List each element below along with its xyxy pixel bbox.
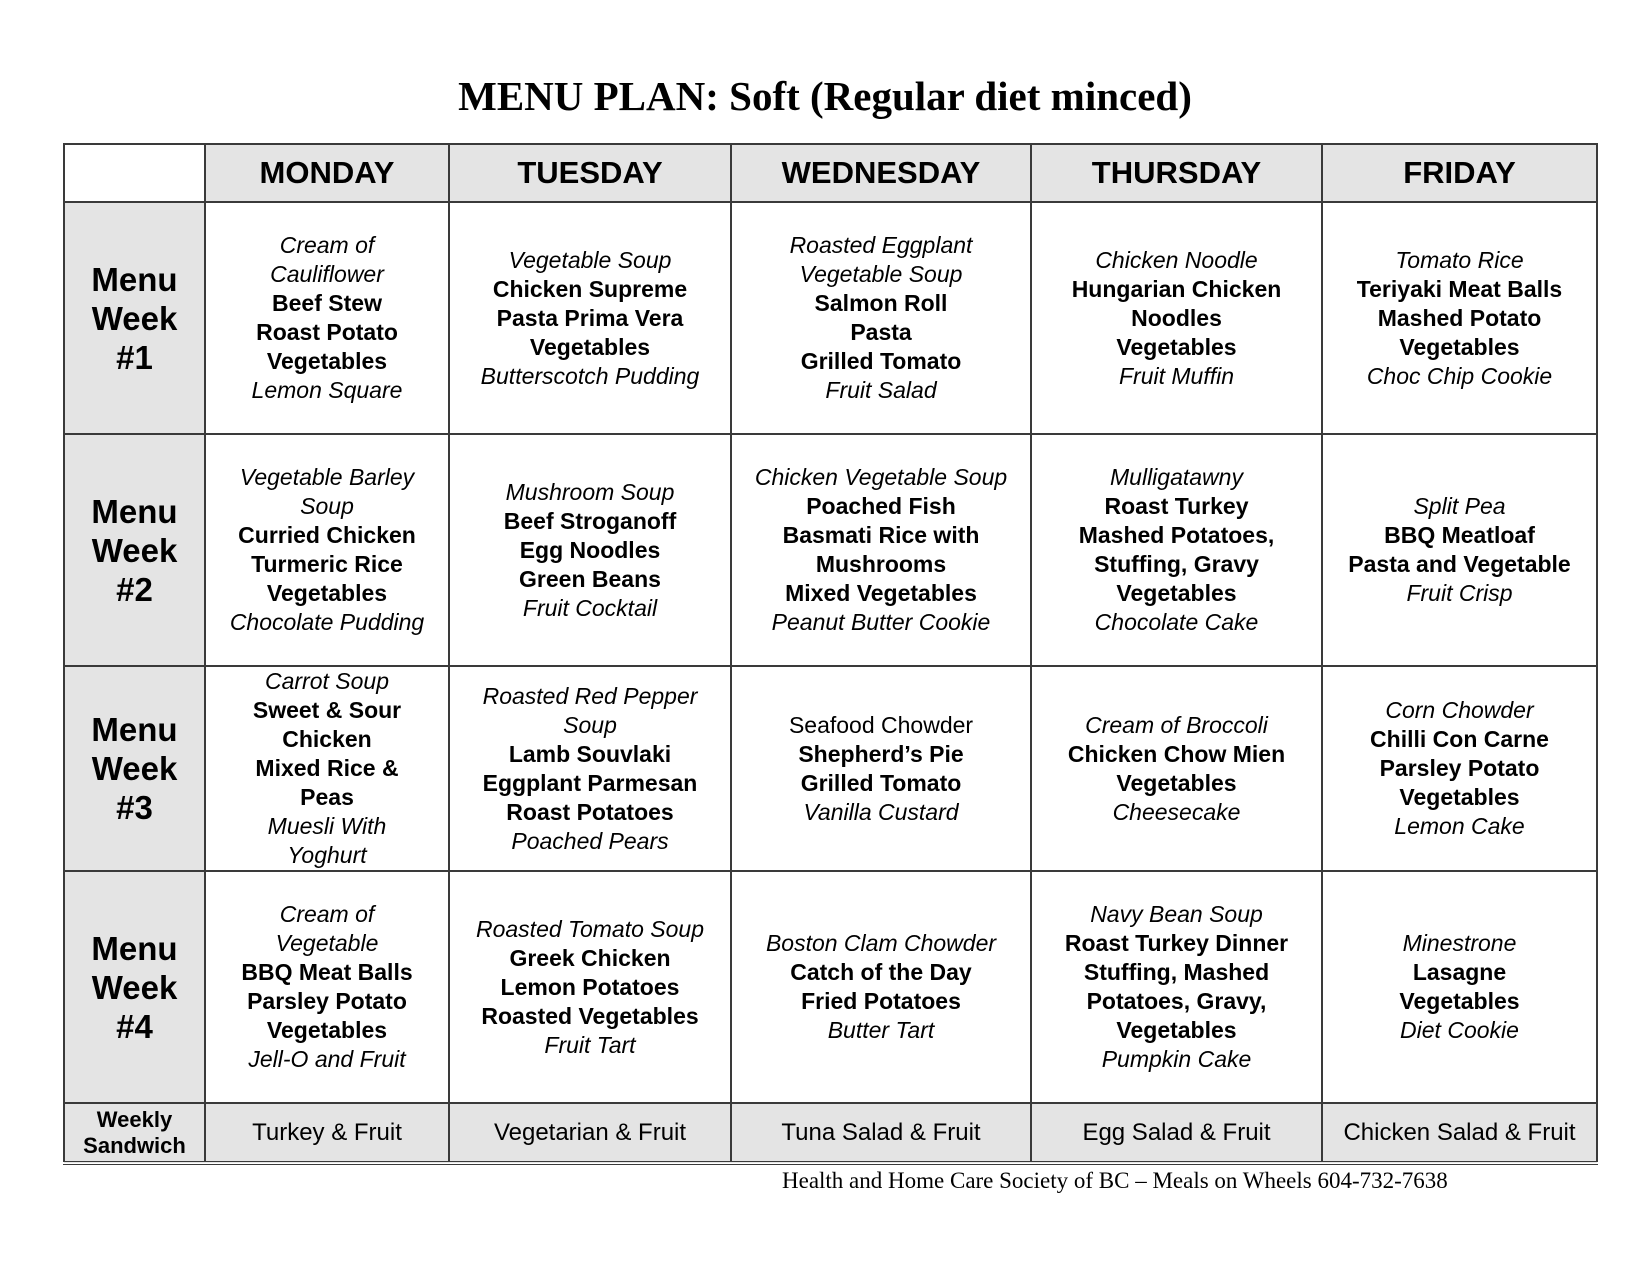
menu-table bbox=[63, 143, 1598, 1165]
menu-item: Navy Bean Soup bbox=[1090, 901, 1263, 927]
menu-item: Vegetables bbox=[1116, 333, 1237, 360]
menu-item: Fruit Crisp bbox=[1406, 580, 1513, 606]
day-header-friday: FRIDAY bbox=[1322, 144, 1597, 202]
menu-item: Vegetable bbox=[275, 930, 379, 956]
menu-cell-friday bbox=[1322, 202, 1597, 434]
week-label-line: #1 bbox=[116, 338, 153, 376]
menu-item: Boston Clam Chowder bbox=[765, 930, 997, 956]
menu-item: Roast Turkey bbox=[1104, 493, 1249, 519]
menu-item: Roast Potatoes bbox=[506, 798, 674, 825]
sandwich-thursday: Egg Salad & Fruit bbox=[1031, 1103, 1322, 1163]
menu-item: Lamb Souvlaki bbox=[508, 740, 672, 767]
menu-item: Cauliflower bbox=[270, 261, 384, 287]
menu-item: Fruit Cocktail bbox=[522, 594, 658, 621]
menu-item: Split Pea bbox=[1413, 493, 1506, 519]
menu-item: Chocolate Cake bbox=[1094, 609, 1259, 635]
menu-item: Roasted Eggplant bbox=[789, 232, 973, 258]
menu-cell-thursday bbox=[1031, 202, 1322, 434]
menu-item: Corn Chowder bbox=[1385, 697, 1534, 723]
menu-item: Seafood Chowder bbox=[788, 711, 974, 738]
menu-item: Shepherd’s Pie bbox=[798, 740, 964, 767]
menu-item: Grilled Tomato bbox=[800, 769, 962, 796]
sandwich-wednesday: Tuna Salad & Fruit bbox=[731, 1103, 1031, 1163]
week-row-3 bbox=[64, 666, 1597, 871]
menu-item: Jell-O and Fruit bbox=[248, 1046, 406, 1072]
menu-item: Vegetables bbox=[1116, 1017, 1237, 1043]
menu-item: Roasted Vegetables bbox=[481, 1002, 699, 1029]
menu-cell-tuesday bbox=[449, 434, 731, 666]
menu-item: Vegetables bbox=[529, 333, 651, 360]
menu-cell-wednesday bbox=[731, 666, 1031, 871]
menu-item: BBQ Meat Balls bbox=[241, 959, 413, 985]
menu-cell-monday bbox=[205, 666, 449, 871]
week-label-line: Week bbox=[91, 531, 178, 569]
menu-item: Choc Chip Cookie bbox=[1366, 362, 1553, 389]
menu-item: Turmeric Rice bbox=[251, 551, 403, 577]
menu-item: Salmon Roll bbox=[814, 290, 948, 316]
menu-cell-monday bbox=[205, 871, 449, 1103]
menu-item: Fruit Muffin bbox=[1118, 362, 1235, 389]
menu-item: Vegetable Barley bbox=[239, 464, 415, 490]
menu-item: Basmati Rice with bbox=[782, 522, 980, 548]
menu-item: Cream of bbox=[279, 232, 375, 258]
menu-item: Parsley Potato bbox=[247, 988, 407, 1014]
week-label bbox=[64, 666, 205, 871]
menu-cell-friday bbox=[1322, 666, 1597, 871]
menu-item: Yoghurt bbox=[287, 842, 367, 868]
week-label-line: Week bbox=[91, 299, 178, 337]
menu-item: Pasta bbox=[850, 319, 912, 345]
week-label-line: Menu bbox=[91, 929, 178, 967]
menu-item: Lemon Square bbox=[251, 377, 403, 403]
menu-item: Peas bbox=[300, 784, 354, 810]
menu-item: Vegetables bbox=[266, 580, 388, 606]
menu-item: Mushrooms bbox=[815, 551, 947, 577]
menu-item: Vegetables bbox=[1399, 784, 1520, 810]
menu-cell-thursday bbox=[1031, 871, 1322, 1103]
menu-item: Potatoes, Gravy, bbox=[1086, 988, 1267, 1014]
corner-cell bbox=[64, 144, 205, 202]
menu-item: Roast Potato bbox=[256, 319, 398, 345]
menu-cell-tuesday bbox=[449, 666, 731, 871]
week-label-line: Menu bbox=[91, 492, 178, 530]
menu-item: Green Beans bbox=[519, 565, 661, 592]
menu-item: Vegetables bbox=[1399, 333, 1520, 360]
menu-item: Catch of the Day bbox=[790, 959, 972, 985]
menu-item: Fruit Salad bbox=[825, 377, 937, 403]
week-label-line: Menu bbox=[91, 260, 178, 298]
menu-item: Lemon Potatoes bbox=[500, 973, 680, 1000]
menu-item: Lemon Cake bbox=[1394, 813, 1525, 839]
menu-item: Cheesecake bbox=[1112, 798, 1241, 825]
menu-item: Greek Chicken bbox=[509, 944, 671, 971]
menu-item: Parsley Potato bbox=[1379, 755, 1540, 781]
menu-item: Fruit Tart bbox=[544, 1031, 636, 1058]
menu-cell-monday bbox=[205, 434, 449, 666]
sandwich-monday: Turkey & Fruit bbox=[205, 1103, 449, 1163]
sandwich-label bbox=[64, 1103, 205, 1163]
menu-item: Fried Potatoes bbox=[801, 988, 961, 1014]
menu-item: Tomato Rice bbox=[1395, 246, 1524, 273]
day-header-wednesday: WEDNESDAY bbox=[731, 144, 1031, 202]
page-title: MENU PLAN: Soft (Regular diet minced) bbox=[458, 73, 1192, 119]
menu-item: Vegetables bbox=[1116, 580, 1237, 606]
menu-item: Hungarian Chicken bbox=[1071, 275, 1282, 302]
week-row-1 bbox=[64, 202, 1597, 434]
menu-item: Teriyaki Meat Balls bbox=[1356, 275, 1563, 302]
menu-item: Curried Chicken bbox=[238, 522, 416, 548]
week-label-line: Week bbox=[91, 968, 178, 1006]
menu-item: Roasted Red Pepper bbox=[482, 682, 698, 709]
week-label-line: #3 bbox=[116, 789, 153, 826]
sandwich-label-line: Weekly bbox=[96, 1106, 173, 1132]
menu-item: Cream of Broccoli bbox=[1085, 711, 1268, 738]
menu-item: Peanut Butter Cookie bbox=[771, 609, 991, 635]
menu-cell-thursday bbox=[1031, 666, 1322, 871]
week-label bbox=[64, 202, 205, 434]
menu-cell-friday bbox=[1322, 434, 1597, 666]
sandwich-tuesday: Vegetarian & Fruit bbox=[449, 1103, 731, 1163]
menu-item: Chilli Con Carne bbox=[1370, 726, 1549, 752]
menu-item: Pasta and Vegetable bbox=[1348, 551, 1571, 577]
menu-item: Cream of bbox=[279, 901, 375, 927]
menu-item: Vegetables bbox=[266, 1017, 388, 1043]
menu-cell-wednesday bbox=[731, 434, 1031, 666]
menu-item: Vegetables bbox=[1116, 769, 1237, 796]
menu-item: Chicken bbox=[282, 726, 372, 752]
menu-item: Vegetables bbox=[1399, 988, 1520, 1014]
menu-item: Vegetable Soup bbox=[508, 246, 672, 273]
menu-cell-monday bbox=[205, 202, 449, 434]
menu-item: Mixed Vegetables bbox=[785, 580, 977, 606]
menu-item: Vegetables bbox=[266, 348, 388, 374]
menu-item: Stuffing, Mashed bbox=[1083, 959, 1270, 985]
day-header-thursday: THURSDAY bbox=[1031, 144, 1322, 202]
menu-item: Vanilla Custard bbox=[803, 798, 959, 825]
menu-item: Chocolate Pudding bbox=[229, 609, 425, 635]
sandwich-friday: Chicken Salad & Fruit bbox=[1322, 1103, 1597, 1163]
week-label-line: Menu bbox=[91, 711, 178, 748]
week-label-line: #2 bbox=[116, 570, 153, 608]
menu-cell-tuesday bbox=[449, 202, 731, 434]
footer-contact: Health and Home Care Society of BC – Meals on Wheels 604-732-7638 bbox=[782, 1168, 1448, 1193]
menu-item: Poached Pears bbox=[511, 827, 669, 854]
menu-item: Pumpkin Cake bbox=[1101, 1046, 1252, 1072]
week-row-4 bbox=[64, 871, 1597, 1103]
menu-item: Mixed Rice & bbox=[255, 755, 399, 781]
sandwich-row bbox=[64, 1103, 1597, 1163]
week-row-2 bbox=[64, 434, 1597, 666]
menu-item: Lasagne bbox=[1412, 959, 1507, 985]
menu-item: BBQ Meatloaf bbox=[1384, 522, 1535, 548]
menu-item: Mushroom Soup bbox=[505, 478, 675, 505]
menu-cell-wednesday bbox=[731, 202, 1031, 434]
menu-item: Mashed Potatoes, bbox=[1078, 522, 1275, 548]
header-row bbox=[64, 144, 1597, 202]
menu-item: Chicken Noodle bbox=[1095, 246, 1258, 273]
menu-item: Soup bbox=[563, 711, 617, 738]
menu-item: Carrot Soup bbox=[264, 668, 389, 694]
menu-cell-tuesday bbox=[449, 871, 731, 1103]
menu-item: Mashed Potato bbox=[1377, 304, 1542, 331]
menu-item: Diet Cookie bbox=[1400, 1017, 1519, 1043]
menu-item: Beef Stew bbox=[272, 290, 382, 316]
menu-item: Eggplant Parmesan bbox=[482, 769, 698, 796]
menu-item: Noodles bbox=[1131, 304, 1222, 331]
menu-item: Butter Tart bbox=[827, 1017, 935, 1043]
menu-item: Egg Noodles bbox=[519, 536, 661, 563]
menu-item: Roast Turkey Dinner bbox=[1064, 930, 1289, 956]
menu-item: Chicken Chow Mien bbox=[1067, 740, 1286, 767]
menu-item: Muesli With bbox=[267, 813, 387, 839]
menu-item: Stuffing, Gravy bbox=[1094, 551, 1259, 577]
menu-item: Poached Fish bbox=[806, 493, 956, 519]
menu-item: Sweet & Sour bbox=[252, 697, 402, 723]
day-header-monday: MONDAY bbox=[205, 144, 449, 202]
menu-item: Butterscotch Pudding bbox=[480, 362, 700, 389]
week-label-line: #4 bbox=[116, 1007, 153, 1045]
menu-item: Vegetable Soup bbox=[799, 261, 963, 287]
menu-item: Pasta Prima Vera bbox=[496, 304, 684, 331]
menu-item: Grilled Tomato bbox=[800, 348, 962, 374]
week-label bbox=[64, 434, 205, 666]
menu-item: Mulligatawny bbox=[1110, 464, 1243, 490]
menu-cell-wednesday bbox=[731, 871, 1031, 1103]
sandwich-label-line: Sandwich bbox=[83, 1132, 186, 1158]
menu-item: Beef Stroganoff bbox=[503, 507, 677, 534]
menu-cell-friday bbox=[1322, 871, 1597, 1103]
menu-item: Soup bbox=[300, 493, 354, 519]
week-label bbox=[64, 871, 205, 1103]
menu-cell-thursday bbox=[1031, 434, 1322, 666]
menu-item: Minestrone bbox=[1402, 930, 1517, 956]
menu-item: Chicken Supreme bbox=[492, 275, 688, 302]
menu-item: Roasted Tomato Soup bbox=[475, 915, 705, 942]
day-header-tuesday: TUESDAY bbox=[449, 144, 731, 202]
menu-item: Chicken Vegetable Soup bbox=[754, 464, 1008, 490]
week-label-line: Week bbox=[91, 750, 178, 787]
